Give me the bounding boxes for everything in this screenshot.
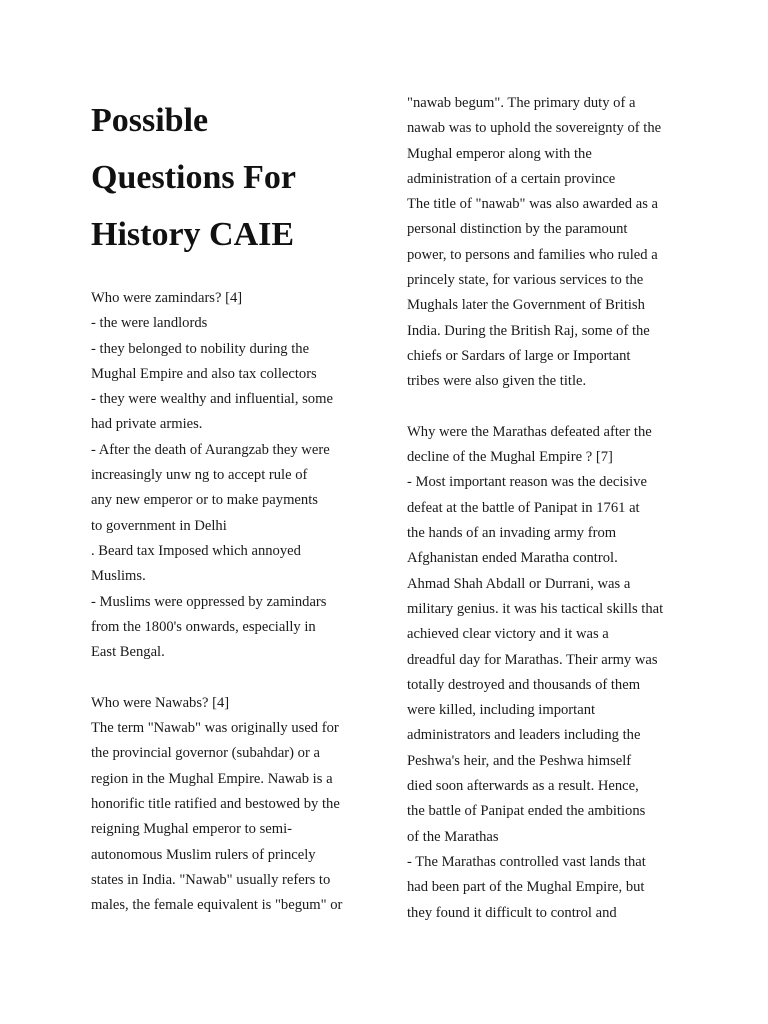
text-line: Mughal Empire and also tax collectors [91, 365, 317, 382]
text-line: states in India. "Nawab" usually refers to [91, 871, 331, 888]
page-title [91, 92, 371, 263]
text-line: Mughals later the Government of British [407, 297, 645, 314]
text-line: - Muslims were oppressed by zamindars [91, 593, 327, 610]
text-line: achieved clear victory and it was a [407, 626, 609, 643]
text-line: died soon afterwards as a result. Hence, [407, 778, 639, 795]
text-line: military genius. it was his tactical skills that [407, 600, 664, 617]
text-line: - After the death of Aurangzab they were [91, 441, 330, 458]
text-line: "nawab begum". The primary duty of a [407, 95, 636, 111]
text-line: of the Marathas [407, 828, 499, 845]
text-line: chiefs or Sardars of large or Important [407, 347, 631, 364]
text-line: nawab was to uphold the sovereignty of the [407, 120, 662, 137]
text-line: Muslims. [91, 568, 146, 585]
text-line: - they were wealthy and influential, some [91, 391, 333, 408]
text-line: had been part of the Mughal Empire, but [407, 879, 645, 896]
text-line: the provincial governor (subahdar) or a [91, 745, 320, 762]
text-line: . Beard tax Imposed which annoyed [91, 542, 301, 559]
text-line: the battle of Panipat ended the ambitions [407, 803, 646, 820]
text-line: the hands of an invading army from [407, 525, 617, 542]
text-line: tribes were also given the title. [407, 373, 587, 390]
text-line: reigning Mughal emperor to semi- [91, 821, 293, 838]
text-line: Why were the Marathas defeated after the [407, 423, 652, 440]
text-line: decline of the Mughal Empire ? [7] [407, 449, 613, 466]
title-line: Possible [91, 102, 209, 139]
text-line: Who were zamindars? [4] [91, 290, 243, 306]
text-line: Who were Nawabs? [4] [91, 694, 230, 711]
text-line: autonomous Muslim rulers of princely [91, 846, 316, 863]
text-line: Peshwa's heir, and the Peshwa himself [407, 752, 632, 769]
left-text-column [91, 286, 381, 918]
text-line: administrators and leaders including the [407, 727, 641, 744]
title-line: History CAIE [91, 216, 295, 253]
text-line: defeat at the battle of Panipat in 1761 at [407, 499, 640, 516]
text-line: Afghanistan ended Maratha control. [407, 550, 618, 567]
text-line: had private armies. [91, 416, 203, 433]
text-line: - the were landlords [91, 315, 208, 332]
text-line: from the 1800's onwards, especially in [91, 618, 316, 635]
text-line: were killed, including important [407, 702, 596, 719]
text-line: - they belonged to nobility during the [91, 340, 310, 357]
text-line: administration of a certain province [407, 170, 616, 187]
text-line: males, the female equivalent is "begum" or [91, 897, 343, 914]
text-line: totally destroyed and thousands of them [407, 676, 641, 693]
text-line: increasingly unw ng to accept rule of [91, 467, 308, 484]
text-line: princely state, for various services to the [407, 272, 644, 289]
text-line: - The Marathas controlled vast lands that [407, 853, 646, 870]
text-line: - Most important reason was the decisive [407, 474, 647, 491]
text-line: Mughal emperor along with the [407, 145, 592, 162]
text-line: personal distinction by the paramount [407, 221, 628, 238]
text-line: The term "Nawab" was originally used for [91, 720, 339, 737]
text-line: The title of "nawab" was also awarded as a [407, 196, 658, 213]
text-line: power, to persons and families who ruled a [407, 246, 658, 263]
text-line: region in the Mughal Empire. Nawab is a [91, 770, 333, 787]
text-line: to government in Delhi [91, 517, 227, 534]
text-line: East Bengal. [91, 644, 165, 661]
right-text-column [407, 91, 707, 926]
text-line: they found it difficult to control and [407, 904, 617, 921]
text-line: any new emperor or to make payments [91, 492, 318, 509]
title-line: Questions For [91, 159, 296, 196]
text-line: honorific title ratified and bestowed by the [91, 795, 340, 812]
text-line: dreadful day for Marathas. Their army was [407, 651, 658, 668]
paragraph-gap [407, 395, 707, 420]
text-line: Ahmad Shah Abdall or Durrani, was a [407, 575, 631, 592]
paragraph-gap [91, 665, 381, 690]
text-line: India. During the British Raj, some of the [407, 322, 650, 339]
